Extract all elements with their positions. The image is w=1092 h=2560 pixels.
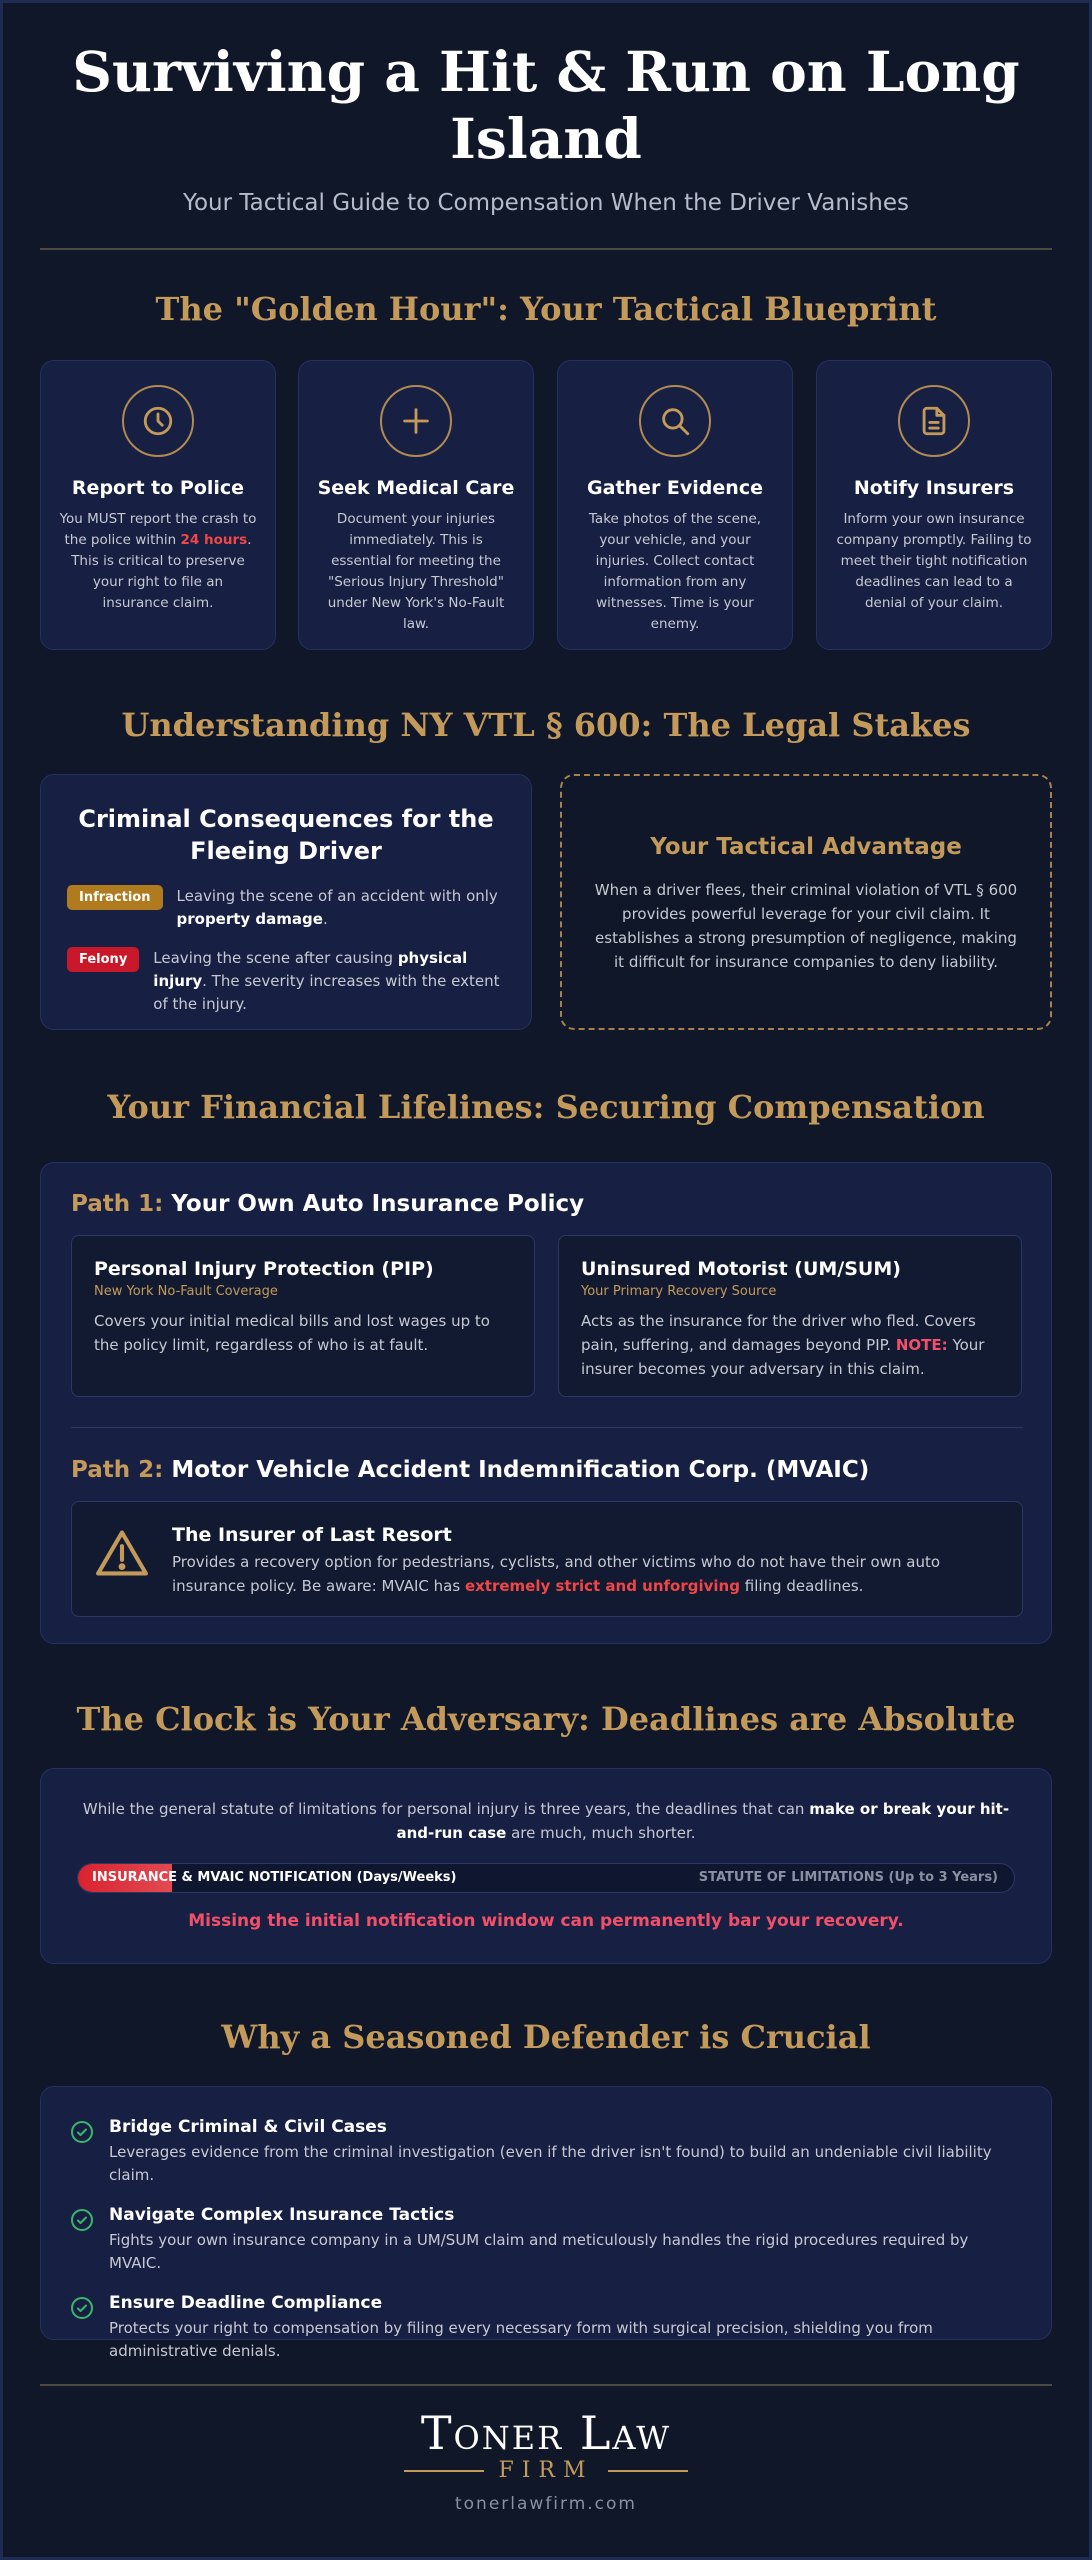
financial-lifelines-card — [40, 1162, 1052, 1644]
logo-line-right — [608, 2470, 688, 2472]
advantage-text: When a driver flees, their criminal violation of VTL § 600 provides powerful leverage for your civil claim. It establishes a strong presumption of negligence, making it difficult for insurance companies to deny liability. — [594, 881, 1018, 971]
timeline-right-label: STATUTE OF LIMITATIONS (Up to 3 Years) — [698, 1870, 998, 1885]
deadlines-card — [40, 1768, 1052, 1964]
mvaic-text: Provides a recovery option for pedestrians, cyclists, and other victims who do not have their own auto insurance policy. Be aware: MVAIC has extremely strict and unforgiving filing deadlines. — [172, 1553, 941, 1595]
firm-logo-firm: FIRM — [498, 2458, 594, 2483]
firm-logo-name: Toner Law — [420, 2406, 672, 2460]
defender-card — [40, 2086, 1052, 2360]
step-text: Document your injuries immediately. This is essential for meeting the "Serious Injury Threshold" under New York's No-Fault law. — [327, 511, 505, 632]
check-circle-icon — [71, 2297, 93, 2319]
deadlines-section-title: The Clock is Your Adversary: Deadlines are Absolute — [76, 1700, 1016, 1738]
logo-line-left — [404, 2470, 484, 2472]
firm-logo-sub — [0, 2458, 1092, 2483]
clock-icon — [122, 385, 194, 457]
um-text: Acts as the insurance for the driver who fled. Covers pain, suffering, and damages beyond PIP. NOTE: Your insurer becomes your adversary in this claim. — [581, 1312, 985, 1378]
step-card-report-police — [40, 360, 276, 650]
um-subtitle: Your Primary Recovery Source — [581, 1284, 777, 1299]
step-title: Gather Evidence — [587, 477, 763, 499]
step-text: Inform your own insurance company promptly. Failing to meet their tight notification deadlines can lead to a denial of your claim. — [836, 511, 1032, 611]
defender-item-text: Leverages evidence from the criminal investigation (even if the driver isn't found) to build an undeniable civil liability claim. — [109, 2143, 992, 2184]
criminal-title: Criminal Consequences for the Fleeing Driver — [78, 805, 494, 865]
document-icon — [898, 385, 970, 457]
website-link[interactable]: tonerlawfirm.com — [454, 2494, 637, 2514]
defender-item — [71, 2205, 1021, 2275]
infraction-badge: Infraction — [67, 885, 163, 910]
timeline-left-label: INSURANCE & MVAIC NOTIFICATION (Days/Weeks) — [92, 1870, 457, 1885]
step-card-gather-evidence — [557, 360, 793, 650]
pip-text: Covers your initial medical bills and lost wages up to the policy limit, regardless of who is at fault. — [94, 1312, 490, 1354]
step-card-medical-care — [298, 360, 534, 650]
golden-hour-title: The "Golden Hour": Your Tactical Blueprint — [155, 290, 937, 328]
infraction-row — [67, 885, 505, 931]
step-title: Report to Police — [71, 477, 245, 499]
search-icon — [639, 385, 711, 457]
mvaic-title: The Insurer of Last Resort — [172, 1524, 452, 1546]
step-text: Take photos of the scene, your vehicle, and your injuries. Collect contact information from any witnesses. Time is your enemy. — [588, 511, 762, 632]
um-title: Uninsured Motorist (UM/SUM) — [581, 1258, 901, 1280]
defender-item-text: Fights your own insurance company in a UM/SUM claim and meticulously handles the rigid procedures required by MVAIC. — [109, 2231, 969, 2272]
path-1-title: Path 1: Your Own Auto Insurance Policy — [71, 1191, 585, 1217]
defender-item-title: Ensure Deadline Compliance — [109, 2293, 383, 2313]
financial-section-title: Your Financial Lifelines: Securing Compensation — [107, 1088, 985, 1126]
path-divider — [71, 1427, 1023, 1428]
advantage-title: Your Tactical Advantage — [650, 834, 962, 860]
deadline-timeline-bar — [77, 1863, 1015, 1893]
divider — [40, 248, 1052, 250]
mvaic-card — [71, 1501, 1023, 1617]
step-title: Notify Insurers — [853, 477, 1015, 499]
felony-text: Leaving the scene after causing physical injury. The severity increases with the extent of the injury. — [153, 949, 500, 1013]
check-circle-icon — [71, 2209, 93, 2231]
warning-icon — [94, 1528, 150, 1582]
defender-item-text: Protects your right to compensation by filing every necessary form with surgical precision, shielding you from administrative denials. — [109, 2319, 933, 2360]
pip-subtitle: New York No-Fault Coverage — [94, 1284, 278, 1299]
felony-badge: Felony — [67, 947, 139, 972]
infraction-text: Leaving the scene of an accident with only property damage. — [176, 887, 498, 928]
pip-title: Personal Injury Protection (PIP) — [94, 1258, 434, 1280]
step-text: You MUST report the crash to the police within 24 hours. This is critical to preserve your right to file an insurance claim. — [59, 511, 257, 611]
felony-row — [67, 947, 505, 1016]
plus-icon — [380, 385, 452, 457]
page-subtitle: Your Tactical Guide to Compensation When the Driver Vanishes — [182, 190, 909, 216]
step-title: Seek Medical Care — [317, 477, 515, 499]
um-sum-card — [558, 1235, 1022, 1397]
check-circle-icon — [71, 2121, 93, 2143]
tactical-advantage-card — [560, 774, 1052, 1030]
defender-item-title: Navigate Complex Insurance Tactics — [109, 2205, 455, 2225]
criminal-consequences-card — [40, 774, 532, 1030]
pip-card — [71, 1235, 535, 1397]
legal-section-title: Understanding NY VTL § 600: The Legal Stakes — [121, 706, 971, 744]
page-title: Surviving a Hit & Run on Long Island — [72, 39, 1020, 171]
defender-item — [71, 2117, 1021, 2187]
deadline-warning: Missing the initial notification window can permanently bar your recovery. — [188, 1911, 904, 1931]
defender-section-title: Why a Seasoned Defender is Crucial — [221, 2018, 871, 2056]
deadlines-intro: While the general statute of limitations for personal injury is three years, the deadlines that can make or break your hit-and-run case are much, much shorter. — [82, 1800, 1010, 1842]
path-2-title: Path 2: Motor Vehicle Accident Indemnification Corp. (MVAIC) — [71, 1457, 870, 1483]
defender-item-title: Bridge Criminal & Civil Cases — [109, 2117, 387, 2137]
defender-item — [71, 2293, 1021, 2363]
footer-divider — [40, 2384, 1052, 2386]
step-card-notify-insurers — [816, 360, 1052, 650]
